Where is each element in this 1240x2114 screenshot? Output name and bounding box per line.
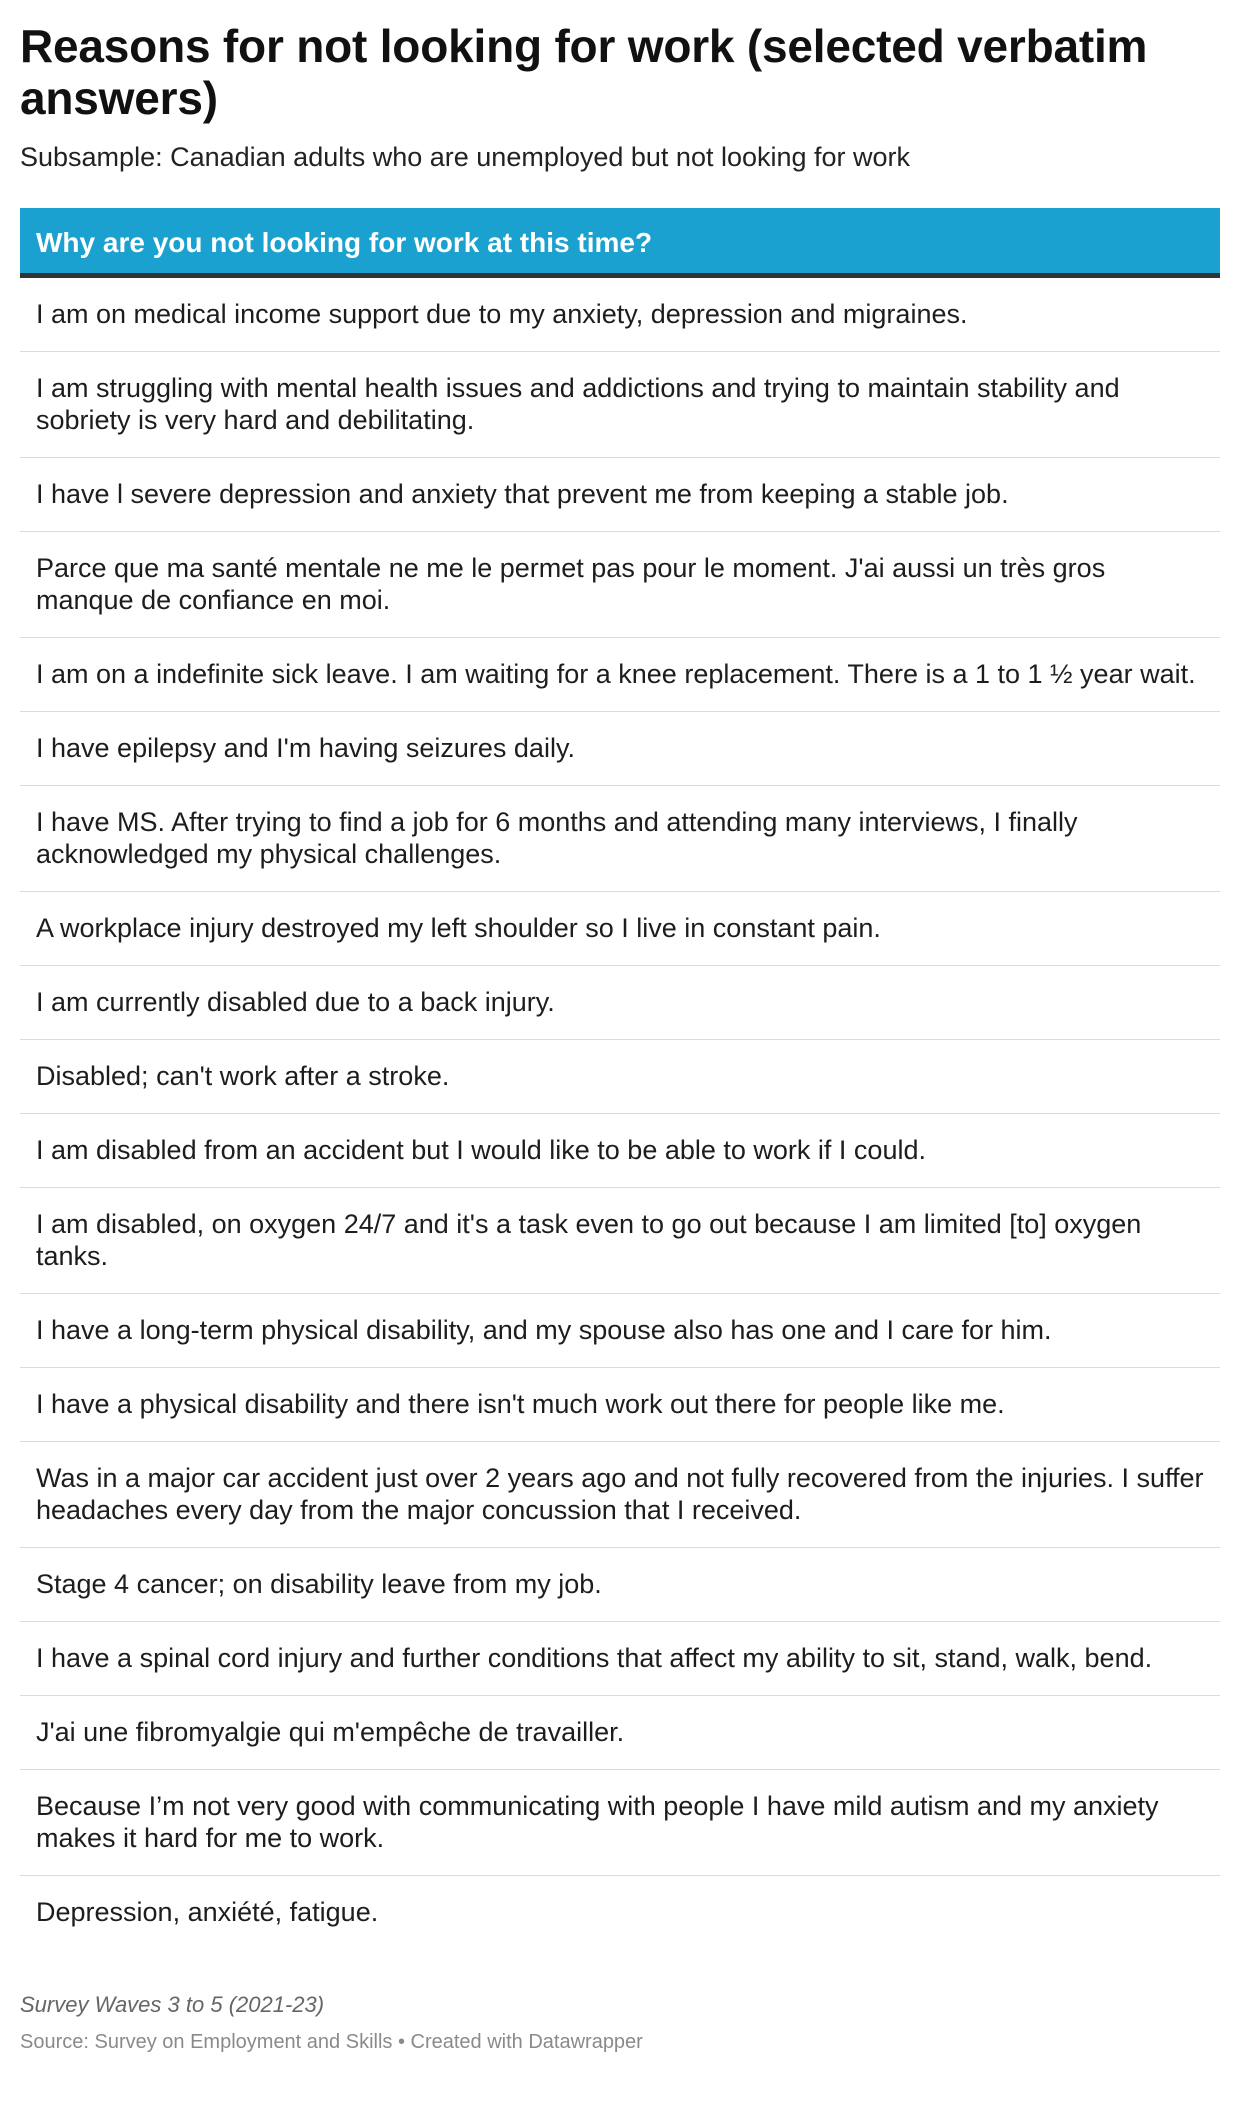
table-row: I am on a indefinite sick leave. I am waiting for a knee replacement. There is a 1 to 1 ½ year wait. (20, 638, 1220, 712)
table-row: A workplace injury destroyed my left shoulder so I live in constant pain. (20, 892, 1220, 966)
chart-title: Reasons for not looking for work (selected verbatim answers) (20, 20, 1148, 124)
chart-source: Source: Survey on Employment and Skills • Created with Datawrapper (20, 2031, 643, 2053)
table-row: I have epilepsy and I'm having seizures daily. (20, 712, 1220, 786)
table-row: I have l severe depression and anxiety that prevent me from keeping a stable job. (20, 458, 1220, 532)
table-row: I have a spinal cord injury and further conditions that affect my ability to sit, stand, walk, bend. (20, 1622, 1220, 1696)
table-row: J'ai une fibromyalgie qui m'empêche de travailler. (20, 1696, 1220, 1770)
table-row: Was in a major car accident just over 2 years ago and not fully recovered from the injuries. I suffer headaches every day from the major concussion that I received. (20, 1442, 1220, 1548)
table-row: Because I’m not very good with communicating with people I have mild autism and my anxiety makes it hard for me to work. (20, 1770, 1220, 1876)
table-row: I have MS. After trying to find a job for 6 months and attending many interviews, I finally acknowledged my physical challenges. (20, 786, 1220, 892)
responses-table (20, 208, 1220, 1949)
table-row: I am struggling with mental health issues and addictions and trying to maintain stability and sobriety is very hard and debilitating. (20, 352, 1220, 458)
table-row: Stage 4 cancer; on disability leave from my job. (20, 1548, 1220, 1622)
table-row: Disabled; can't work after a stroke. (20, 1040, 1220, 1114)
table-row: I am disabled from an accident but I would like to be able to work if I could. (20, 1114, 1220, 1188)
table-body (20, 278, 1220, 1949)
table-row: I am disabled, on oxygen 24/7 and it's a task even to go out because I am limited [to] oxygen tanks. (20, 1188, 1220, 1294)
chart-subtitle: Subsample: Canadian adults who are unemployed but not looking for work (20, 142, 911, 172)
chart-notes: Survey Waves 3 to 5 (2021-23) (20, 1992, 325, 2017)
table-row: I am currently disabled due to a back injury. (20, 966, 1220, 1040)
table-row: I have a long-term physical disability, and my spouse also has one and I care for him. (20, 1294, 1220, 1368)
table-row: I have a physical disability and there isn't much work out there for people like me. (20, 1368, 1220, 1442)
table-row: Parce que ma santé mentale ne me le permet pas pour le moment. J'ai aussi un très gros manque de confiance en moi. (20, 532, 1220, 638)
table-row: I am on medical income support due to my anxiety, depression and migraines. (20, 278, 1220, 352)
table-row: Depression, anxiété, fatigue. (36, 1897, 379, 1927)
table-header: Why are you not looking for work at this time? (20, 208, 1220, 278)
